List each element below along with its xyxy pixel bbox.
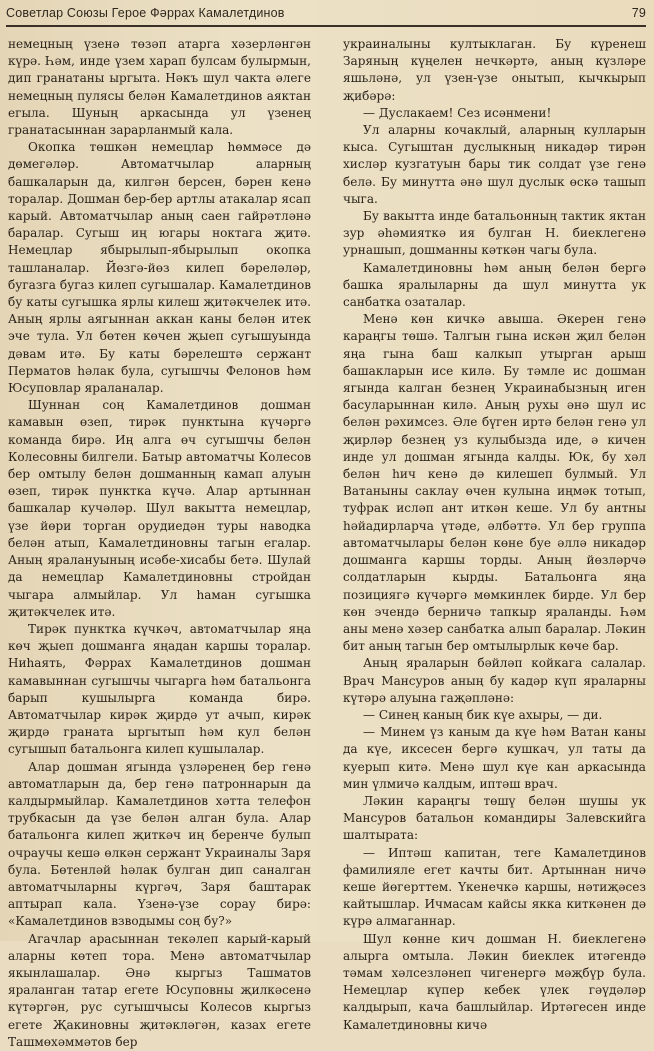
- paragraph: Окопка төшкән немецлар һөммәсе дә дөмегәләр. Автоматчылар аларның башкаларын да, килгән берсен, бәрен кенә торалар. Дошман бер-бер артлы атакалар ясап карый. Автоматчылар аның саен гайрәтләнә баралар. Сугыш иң югары ноктага җитә. Немецлар ябырылып-ябырылып окопка ташланалар. Йөзгә-йөз килеп бәреләләр, бугазга бугаз килеп сугышалар. Камалетдинов бу каты сугышка ярлы килеш җитәкчелек итә. Аның ярлы аягыннан аккан каны белән итек эче тула. Ул бөтен көчен җыеп сугышуында дәвам итә. Бу каты бәрелештә сержант Перматов һәлак була, сугышчы Фелонов һәм Юсуповлар яраланалар.: [8, 140, 311, 396]
- paragraph: Шуннан соң Камалетдинов дошман камавын өзеп, тирәк пунктына күчәргә команда бирә. Иң алга өч сугышчы белән Колесовны билгели. Батыр автоматчы Колесов бер омтылу белән дошманның камап алуын өзеп, тирәк пунктка күчә. Алар артыннан башкалар кучәләр. Шул вакытта немецлар, үзе йөри торган орудиедән туры наводка белән атып, Камалетдиновны тагын егалар. Аның яралануының исәбе-хисабы бетә. Шулай да немецлар Камалетдиновны стройдан чыгара алмыйлар. Ул һаман сугышка җитәкчелек итә.: [8, 398, 311, 619]
- paragraph: Аның яраларын бәйләп койкага салалар. Врач Мансуров аның бу кадәр күп яраларны күтәрә алуына гаҗәпләнә:: [343, 656, 646, 705]
- paragraph: Шул көнне кич дошман Н. биеклегенә алырга омтыла. Ләкин биеклек итәгендә тәмам хәлсезләнеп чигенергә мәҗбүр була. Немецлар күпер кебек үлек гәүдәләр калдырып, кача башлыйлар. Иртәгесен инде Камалетдиновны кичә: [343, 931, 646, 1032]
- running-title: Советлар Союзы Герое Фәррах Камалетдинов: [6, 6, 285, 20]
- paragraph: Камалетдиновны һәм аның белән бергә башка яралыларны да шул минутта ук санбатка озаталар.: [343, 260, 646, 310]
- paragraph: Менә көн кичкә авыша. Әкерен генә караңгы төшә. Талгын гына искән җил белән яңа гына баш калкып утырган арыш башакларын исе килә. Бу тәмле ис дошман ягында калган безнең Украинабызның иген басуларыннан килә. Аның рухы әнә шул ис белән рәхимсез. Әле бүген иртә белән генә ул җирләр безнең уз кулыбызда иде, ә кичен инде ул дошман ягында калды. Юк, бу хәл белән һич кенә дә килешеп булмый. Ул Ватаныны саклау өчен кулына иңмәк тотып, туфрак исләп ант иткән кеше. Ул бу антны һәйадирларча үтәде, әлбәттә. Ул бер группа автоматчылары белән көне буе әллә никадәр дошманга каршы торды. Аның йөзләрчә солдатларын кырды. Батальонга яңа позициягә күчәргә мөмкинлек бирде. Ул бер көн эчендә берничә тапкыр яраланды. Һәм аны менә хәзер санбатка алып баралар. Ләкин бит аның тагын бер омтылырлык көче бар.: [343, 312, 646, 654]
- paragraph: Бу вакытта инде батальонның тактик яктан зур әһәмияткә ия булган Н. биеклегенә урнашып, дошманны кәткән чагы була.: [343, 209, 646, 258]
- paragraph: — Минем үз каным да күе һәм Ватан каны да күе, иксесен бергә кушкач, ул таты да куерып китә. Менә шул күе кан аркасында мин үлмичә калдым, иптәш врач.: [343, 725, 646, 791]
- paragraph: — Синең каның бик күе ахыры, — ди.: [363, 707, 603, 722]
- paragraph: — Дуслакаем! Сез исәнмени!: [363, 105, 552, 120]
- right-text-column: [343, 36, 646, 1034]
- paragraph: украиналыны култыклаган. Бу күренеш Заряның күңелен нечкәртә, аның күзләре яшьләнә, ул үзен-үзе онытып, кычкырып җибәрә:: [343, 37, 646, 103]
- page-number: 79: [631, 6, 646, 20]
- paragraph: Ул аларны кочаклый, аларның кулларын кыса. Сугыштан дуслыкның никадәр тирән хисләр кузгатуын бары тик солдат үзе генә белә. Бу минутта әнә шул дуслык өскә ташып чыга.: [343, 123, 646, 206]
- left-text-column: [8, 36, 311, 1051]
- paragraph: немецның үзенә төзәп атарга хәзерләнгән күрә. Һәм, инде үзем харап булсам булырмын, дип гранатаны ыргыта. Нәкъ шул чакта әлеге немецның пулясы белән Камалетдинов аяктан егыла. Шуның аркасында ул үзенең гранатасыннан зарарланмый кала.: [8, 37, 311, 138]
- paragraph: Тирәк пунктка күчкәч, автоматчылар яңа көч җыеп дошманга яңадан каршы торалар. Ниһаять, Фәррах Камалетдинов дошман камавыннан сугышчы чыгарга һәм батальонга барып кушылырга команда бирә. Автоматчылар кирәк җирдә ут ачып, кирәк җирдә граната ыргытып һәм кул белән сугышып батальонга килеп кушылалар.: [8, 621, 311, 757]
- paragraph: — Иптәш капитан, теге Камалетдинов фамилияле егет качты бит. Артыннан ничә кеше йөгерттем. Үкенечкә каршы, нәтиҗәсез кайтышлар. Ичмасам кайсы якка киткәнен дә күрә алмаганнар.: [343, 845, 646, 929]
- page-header: [6, 3, 646, 23]
- paragraph: Агачлар арасыннан текәлеп карый-карый аларны көтеп тора. Менә автоматчылар якынлашалар. Әнә кыргыз Ташматов яраланган татар егете Юсуповны җилкәсенә күтәргән, рус сугышчысы Колесов кыргыз егете Җакиновны җитәкләгән, казах егете Ташмөхәммәтов бер: [8, 931, 311, 1049]
- paragraph: Алар дошман ягында үзләренең бер генә автоматларын да, бер генә патроннарын да калдырмыйлар. Камалетдинов хәтта телефон трубкасын да үзе белән алган була. Алар батальонга килеп җиткәч иң беренче булып очраучы кешә өлкән сержант Украиналы Заря була. Бөтенләй һәлак булган дип саналган автоматчыларны күргәч, Заря баштарак аптырап кала. Үзенә-үзе сорау бирә: «Камалетдинов взводымы соң бу?»: [8, 759, 311, 929]
- header-rule: [6, 25, 646, 27]
- paragraph: Ләкин караңгы төшү белән шушы ук Мансуров батальон командиры Залевскийга шалтырата:: [343, 793, 646, 843]
